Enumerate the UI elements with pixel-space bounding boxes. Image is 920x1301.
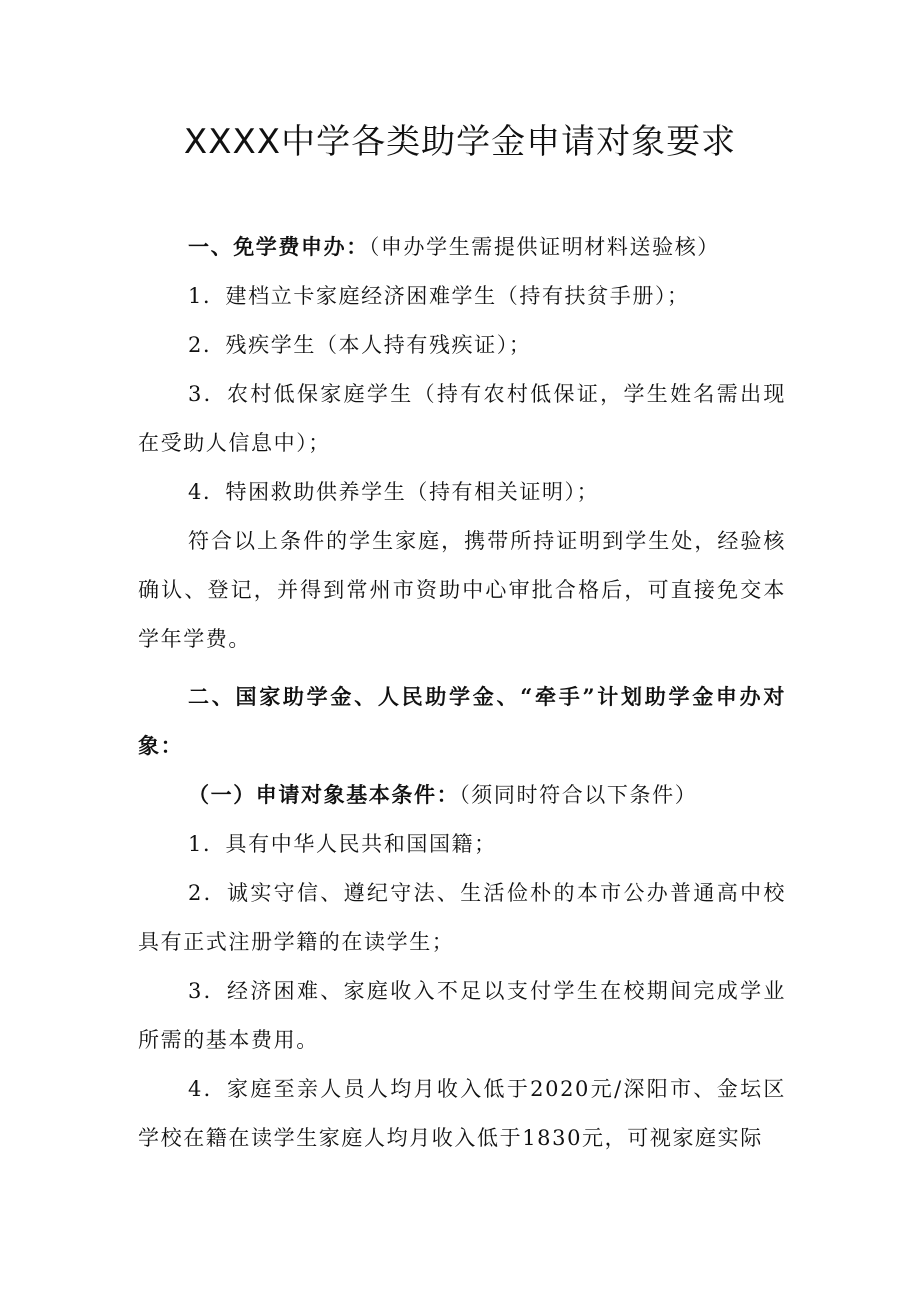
section-1-note: （申办学生需提供证明材料送验核）: [368, 235, 720, 259]
section-2-item-3: 3．经济困难、家庭收入不足以支付学生在校期间完成学业所需的基本费用。: [138, 979, 786, 1052]
section-1-item-4: 4．特困救助供养学生（持有相关证明）；: [188, 480, 600, 504]
document-title: XXXX中学各类助学金申请对象要求: [183, 122, 737, 162]
section-1-heading-line: [138, 222, 786, 272]
section-2-item-1: 1．具有中华人民共和国国籍；: [188, 832, 497, 856]
section-2-subheading-line: [138, 770, 786, 820]
section-2-heading: 二、国家助学金、人民助学金、“牵手”计划助学金申办对象：: [138, 684, 786, 758]
section-1-summary: 符合以上条件的学生家庭，携带所持证明到学生处，经验核确认、登记，并得到常州市资助中心审批合格后，可直接免交本学年学费。: [138, 529, 786, 651]
document-body: [138, 222, 786, 1163]
section-2-item-4: 4．家庭至亲人员人均月收入低于2020元/深阳市、金坛区学校在籍在读学生家庭人均月收入低于1830元，可视家庭实际: [138, 1077, 786, 1150]
section-1-item-3: 3．农村低保家庭学生（持有农村低保证，学生姓名需出现在受助人信息中）；: [138, 382, 786, 455]
section-1-item-2: 2．残疾学生（本人持有残疾证）；: [188, 333, 532, 357]
section-2-subnote: （须同时符合以下条件）: [459, 783, 698, 807]
section-1-item-1: 1．建档立卡家庭经济困难学生（持有扶贫手册）；: [188, 284, 690, 308]
section-2-subheading: （一）申请对象基本条件：: [188, 782, 460, 807]
section-1-heading: 一、免学费申办：: [188, 234, 369, 259]
section-2-item-2: 2．诚实守信、遵纪守法、生活俭朴的本市公办普通高中校具有正式注册学籍的在读学生；: [138, 881, 786, 954]
